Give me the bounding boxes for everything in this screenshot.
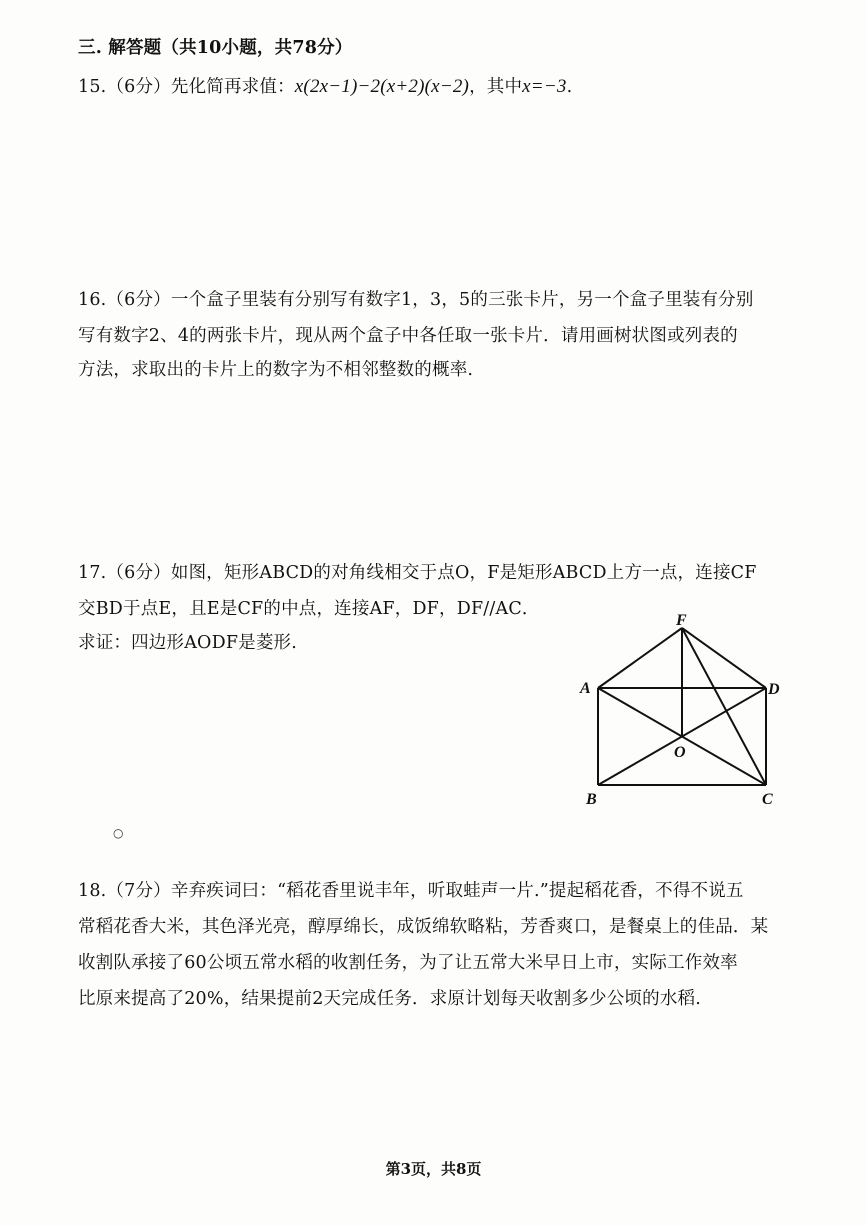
q15-end: . — [566, 77, 573, 97]
segment-AF — [598, 628, 682, 688]
q16-line-2: 写有数字2、4的两张卡片，现从两个盒子中各任取一张卡片．请用画树状图或列表的 — [78, 326, 738, 346]
label-A: A — [580, 680, 591, 697]
label-O: O — [674, 744, 686, 761]
label-C: C — [762, 791, 773, 808]
q17-line-2: 交BD于点E，且E是CF的中点，连接AF，DF，DF//AC． — [78, 599, 540, 619]
q15-number: 15. — [78, 77, 107, 97]
page-footer: 第3页，共8页 — [385, 1160, 482, 1178]
label-D: D — [768, 681, 780, 698]
rectangle-figure — [570, 610, 790, 810]
q17-line-3: 求证：四边形AODF是菱形. — [78, 633, 298, 653]
q15-score: （6分） — [106, 77, 171, 97]
q18-line-3: 收割队承接了60公顷五常水稻的收割任务，为了让五常大米早日上市，实际工作效率 — [78, 953, 738, 973]
question-15 — [78, 75, 572, 99]
q16-line-1: 16.（6分）一个盒子里装有分别写有数字1，3，5的三张卡片，另一个盒子里装有分别 — [78, 290, 754, 310]
q15-expression: x(2x−1)−2(x+2)(x−2) — [294, 76, 470, 97]
q15-text: 先化简再求值： — [170, 77, 295, 97]
q18-line-2: 常稻花香大米，其色泽光亮，醇厚绵长，成饭绵软略粘，芳香爽口，是餐桌上的佳品．某 — [78, 917, 769, 937]
q18-line-1: 18.（7分）辛弃疾词曰：“稻花香里说丰年，听取蛙声一片.”提起稻花香，不得不说五 — [78, 881, 744, 901]
section-title: 三. 解答题（共10小题，共78分） — [78, 38, 353, 58]
label-F: F — [676, 612, 687, 629]
q18-line-4: 比原来提高了20%，结果提前2天完成任务．求原计划每天收割多少公顷的水稻. — [78, 989, 701, 1009]
q17-line-1: 17.（6分）如图，矩形ABCD的对角线相交于点O，F是矩形ABCD上方一点，连接CF — [78, 563, 757, 583]
q15-condition-prefix: ，其中 — [469, 77, 523, 97]
stray-mark: ○ — [113, 826, 124, 840]
label-B: B — [586, 791, 597, 808]
segment-DF — [682, 628, 766, 688]
q15-condition: x=−3 — [522, 76, 567, 97]
q16-line-3: 方法，求取出的卡片上的数字为不相邻整数的概率. — [78, 360, 474, 380]
